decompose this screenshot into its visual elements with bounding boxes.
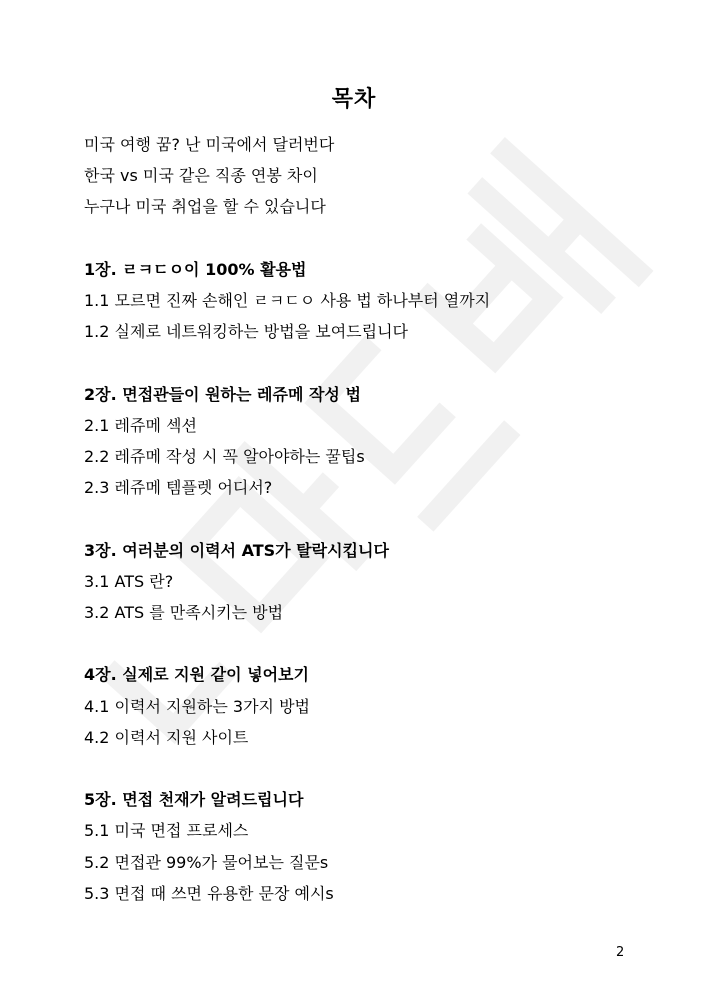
toc-entry: 4.2 이력서 지원 사이트 — [84, 727, 249, 747]
toc-entry: 5.2 면접관 99%가 물어보는 질문s — [84, 852, 329, 872]
toc-entry: 1.2 실제로 네트워킹하는 방법을 보여드립니다 — [84, 322, 408, 342]
intro-line: 누구나 미국 취업을 할 수 있습니다 — [84, 197, 326, 217]
toc-entry: 1.1 모르면 진짜 손해인 ㄹㅋㄷㅇ 사용 법 하나부터 열까지 — [84, 291, 491, 310]
chapter-heading: 3장. 여러분의 이력서 ATS가 탈락시킵니다 — [84, 540, 389, 560]
toc-entry: 3.1 ATS 란? — [84, 571, 174, 591]
intro-line: 미국 여행 꿈? 난 미국에서 달러번다 — [84, 135, 335, 154]
intro-line: 한국 vs 미국 같은 직종 연봉 차이 — [84, 166, 318, 186]
watermark-stroke — [425, 428, 512, 525]
chapter-heading: 5장. 면접 천재가 알려드립니다 — [84, 790, 304, 810]
chapter-heading: 2장. 면접관들이 원하는 레쥬메 작성 법 — [84, 384, 361, 404]
toc-entry: 5.1 미국 면접 프로세스 — [84, 821, 249, 841]
toc-entry: 5.3 면접 때 쓰면 유용한 문장 예시s — [84, 883, 334, 903]
toc-entry: 2.3 레쥬메 템플렛 어디서? — [84, 478, 273, 498]
toc-entry: 4.1 이력서 지원하는 3가지 방법 — [84, 696, 310, 716]
chapter-heading: 4장. 실제로 지원 같이 넣어보기 — [84, 665, 309, 685]
toc-entry: 3.2 ATS 를 만족시키는 방법 — [84, 603, 284, 622]
page-number: 2 — [616, 945, 625, 960]
toc-entry: 2.1 레쥬메 섹션 — [84, 415, 197, 435]
page-title: 목차 — [331, 87, 377, 112]
toc-entry: 2.2 레쥬메 작성 시 꼭 알아야하는 꿀팁s — [84, 447, 365, 466]
chapter-heading: 1장. ㄹㅋㄷㅇ이 100% 활용법 — [84, 259, 307, 279]
watermark-stroke — [467, 145, 646, 312]
